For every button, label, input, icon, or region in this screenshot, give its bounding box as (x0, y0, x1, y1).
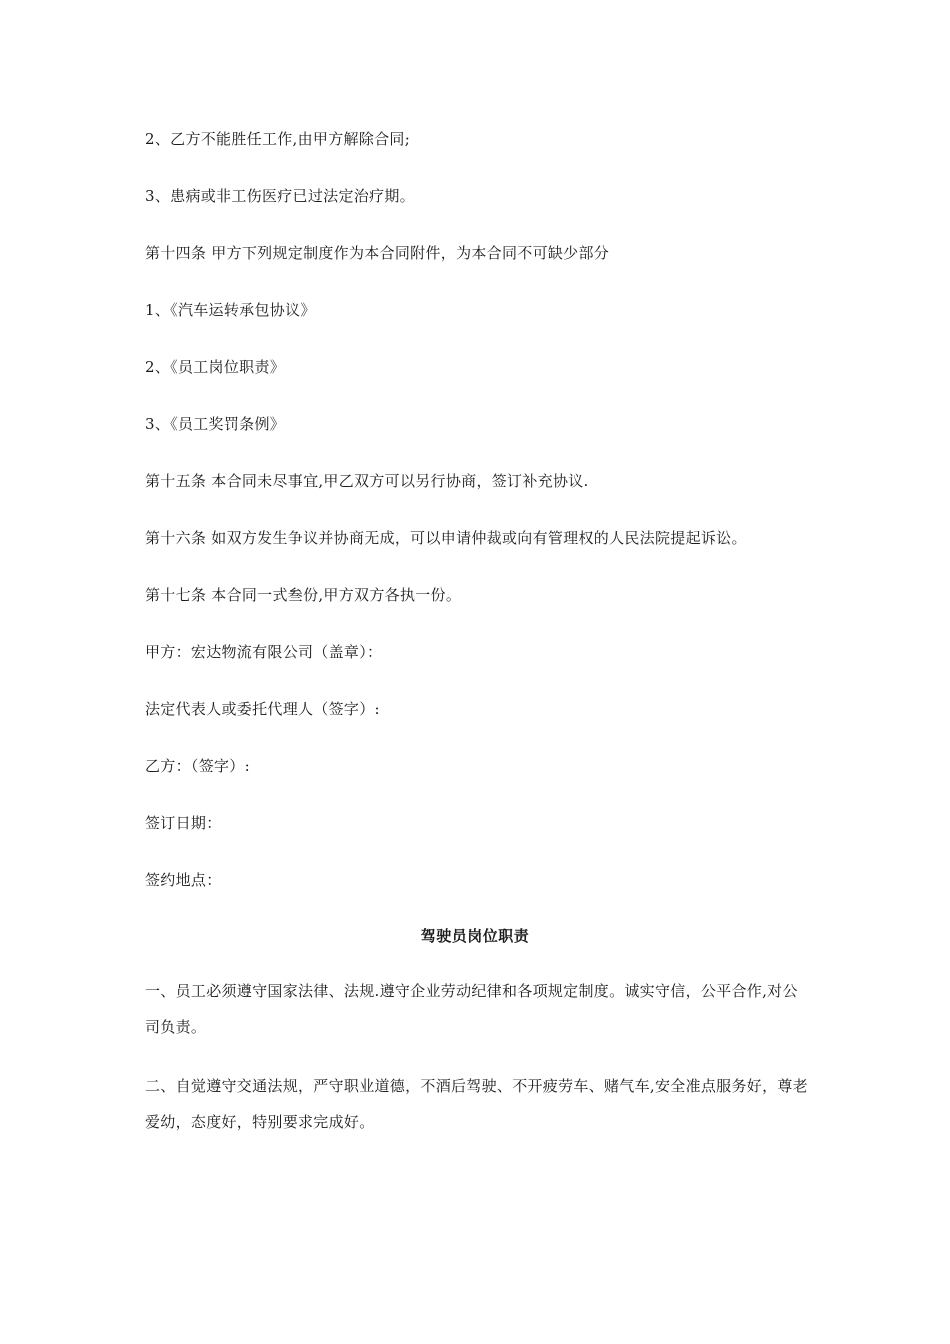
appendix-item-3: 3、《员工奖罚条例》 (145, 415, 286, 433)
article-14: 第十四条 甲方下列规定制度作为本合同附件，为本合同不可缺少部分 (145, 244, 610, 262)
duty-paragraph-2: 二、自觉遵守交通法规，严守职业道德，不酒后驾驶、不开疲劳车、赌气车,安全准点服务好，尊老爱幼，态度好，特别要求完成好。 (145, 1077, 808, 1131)
party-b-signature: 乙方：（签字）: (145, 757, 250, 775)
appendix-item-1: 1、《汽车运转承包协议》 (145, 301, 316, 319)
duty-paragraph-1: 一、员工必须遵守国家法律、法规.遵守企业劳动纪律和各项规定制度。诚实守信，公平合作,对公司负责。 (145, 982, 798, 1036)
section-title: 驾驶员岗位职责 (420, 927, 530, 945)
contract-line-1: 2、乙方不能胜任工作,由甲方解除合同; (145, 130, 411, 148)
article-15: 第十五条 本合同未尽事宜,甲乙双方可以另行协商，签订补充协议. (145, 472, 589, 490)
signing-location: 签约地点： (145, 871, 222, 889)
party-a-signature: 甲方：宏达物流有限公司（盖章）： (145, 643, 383, 661)
signing-date: 签订日期： (145, 814, 222, 832)
legal-representative-signature: 法定代表人或委托代理人（签字）: (145, 700, 380, 718)
appendix-item-2: 2、《员工岗位职责》 (145, 358, 286, 376)
article-16: 第十六条 如双方发生争议并协商无成，可以申请仲裁或向有管理权的人民法院提起诉讼。 (145, 529, 747, 547)
article-17: 第十七条 本合同一式叁份,甲方双方各执一份。 (145, 586, 462, 604)
contract-line-2: 3、患病或非工伤医疗已过法定治疗期。 (145, 187, 415, 205)
